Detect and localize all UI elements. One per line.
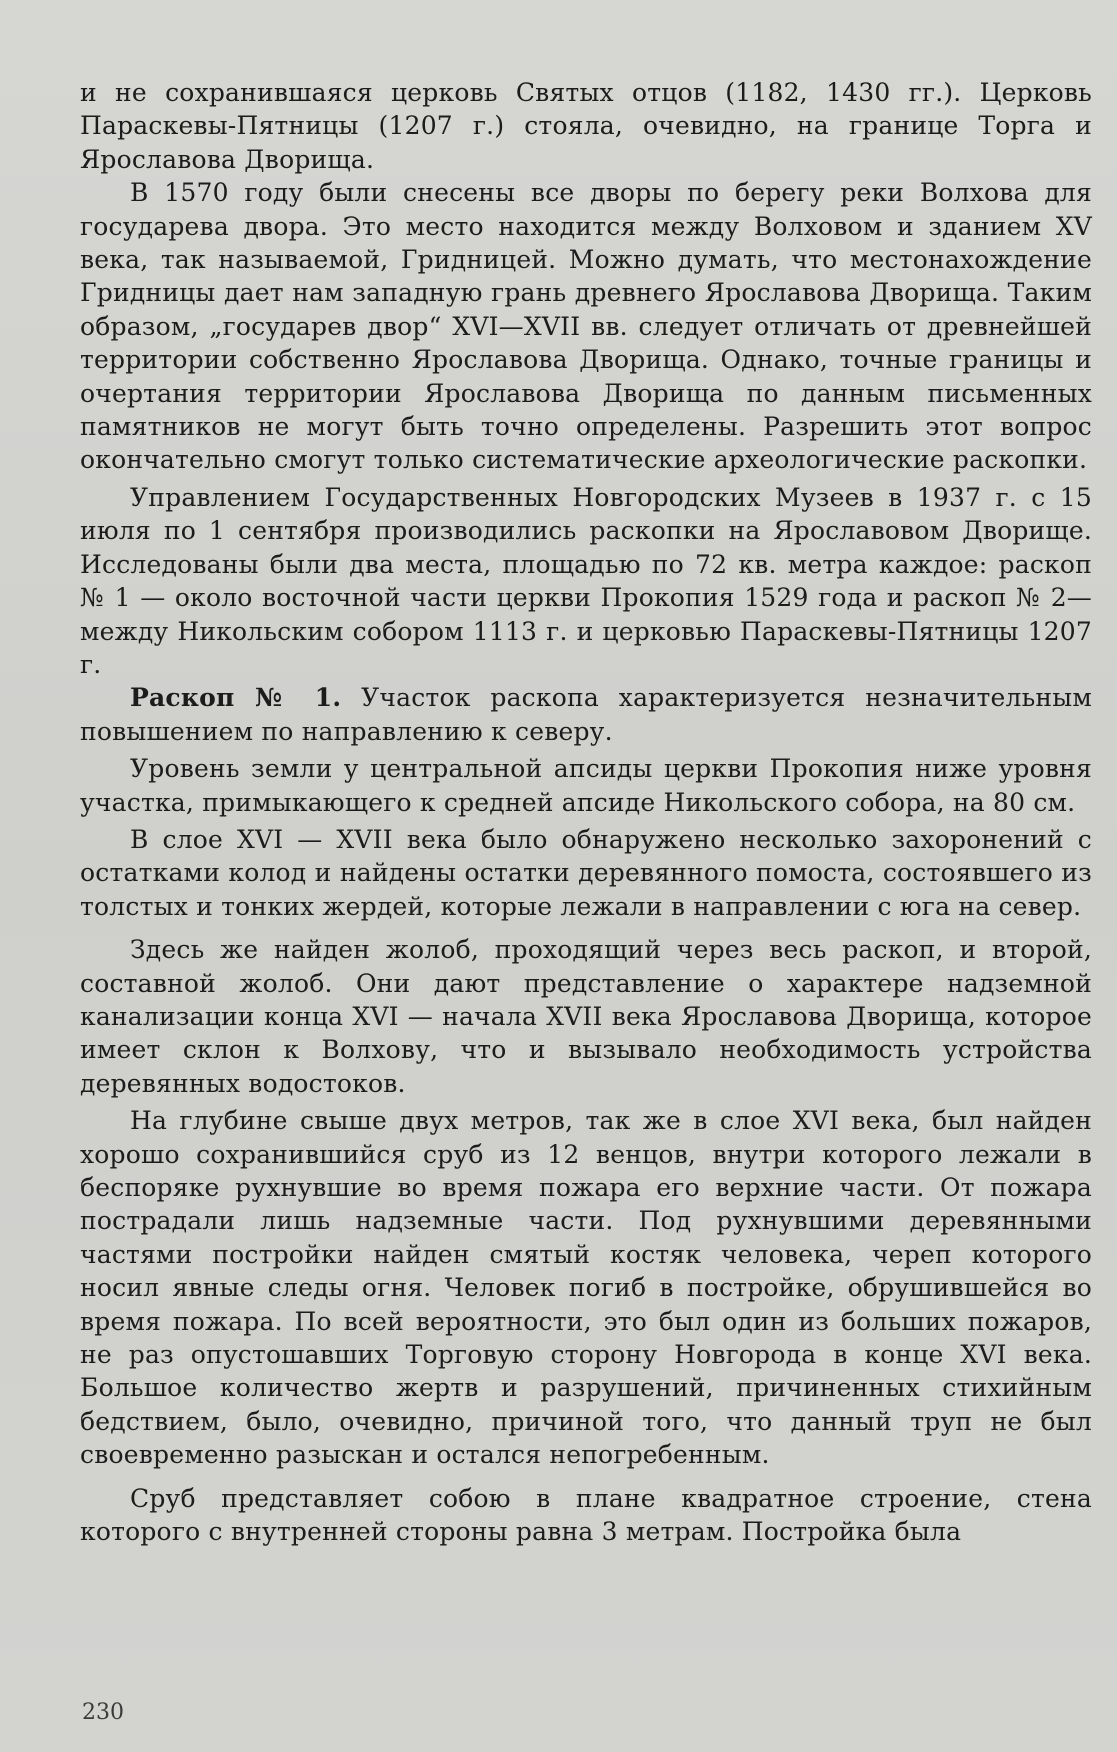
paragraph [80,823,1092,923]
paragraph [80,176,1092,477]
paragraph [80,481,1092,681]
page-number: 230 [82,1700,124,1725]
body-text [80,76,1092,1548]
paragraph [80,752,1092,819]
paragraph-text: В 1570 году были снесены все дворы по берегу реки Волхова для государева двора. Это место находится между Волховом и зданием XV века, так называемой, Гридницей. Можно думать, что местонахождение Гридницы дает нам западную грань древнего Ярославова Дворища. Таким образом, „государев двор“ XVI—XVII вв. следует отличать от древнейшей территории собственно Ярославова Дворища. Однако, точные границы и очертания территории Ярославова Дворища по данным письменных памятников не могут быть точно определены. Разрешить этот вопрос окончательно смогут только систематические археологические раскопки. [80,178,1092,475]
paragraph-text: В слое XVI — XVII века было обнаружено несколько захоронений с остатками колод и найдены остатки деревянного помоста, состоявшего из толстых и тонких жердей, которые лежали в направлении с юга на север. [80,824,1092,921]
paragraph-text: и не сохранившаяся церковь Святых отцов (1182, 1430 гг.). Церковь Параскевы-Пятницы (1207 г.) стояла, очевидно, на границе Торга и Ярославова Дворища. [80,78,1092,174]
paragraph-text: Управлением Государственных Новгородских Музеев в 1937 г. с 15 июля по 1 сентября производились раскопки на Ярославовом Дворище. Исследованы были два места, площадью по 72 кв. метра каждое: раскоп № 1 — около восточной части церкви Прокопия 1529 года и раскоп № 2—между Никольским собором 1113 г. и церковью Параскевы-Пятницы 1207 г. [80,482,1092,679]
paragraph-excavation-1 [80,681,1092,748]
paragraph-text: Участок раскопа характеризуется незначительным повышением по направлению к северу. [80,683,1092,746]
paragraph [80,1482,1092,1549]
paragraph [80,1104,1092,1471]
paragraph-text: Уровень земли у центральной апсиды церкви Прокопия ниже уровня участка, примыкающего к средней апсиде Никольского собора, на 80 см. [80,754,1092,817]
paragraph-continuation [80,76,1092,176]
paragraph [80,933,1092,1100]
paragraph-text: Сруб представляет собою в плане квадратное строение, стена которого с внутренней стороны равна 3 метрам. Постройка была [80,1483,1092,1547]
run-in-heading: Раскоп № 1. [130,683,342,713]
paragraph-text: На глубине свыше двух метров, так же в слое XVI века, был найден хорошо сохранившийся сруб из 12 венцов, внутри которого лежали в беспоряке рухнувшие во время пожара его верхние части. От пожара пострадали лишь надземные части. Под рухнувшими деревянными частями постройки найден смятый костяк человека, череп которого носил явные следы огня. Человек погиб в постройке, обрушившейся во время пожара. По всей вероятности, это был один из больших пожаров, не раз опустошавших Торговую сторону Новгорода в конце XVI века. Большое количество жертв и разрушений, причиненных стихийным бедствием, было, очевидно, причиной того, что данный труп не был своевременно разыскан и остался непогребенным. [80,1106,1092,1470]
paragraph-text: Здесь же найден жолоб, проходящий через весь раскоп, и второй, составной жолоб. Они дают представление о характере надземной канализации конца XVI — начала XVII века Ярославова Дворища, которое имеет склон к Волхову, что и вызывало необходимость устройства деревянных водостоков. [80,935,1092,1098]
